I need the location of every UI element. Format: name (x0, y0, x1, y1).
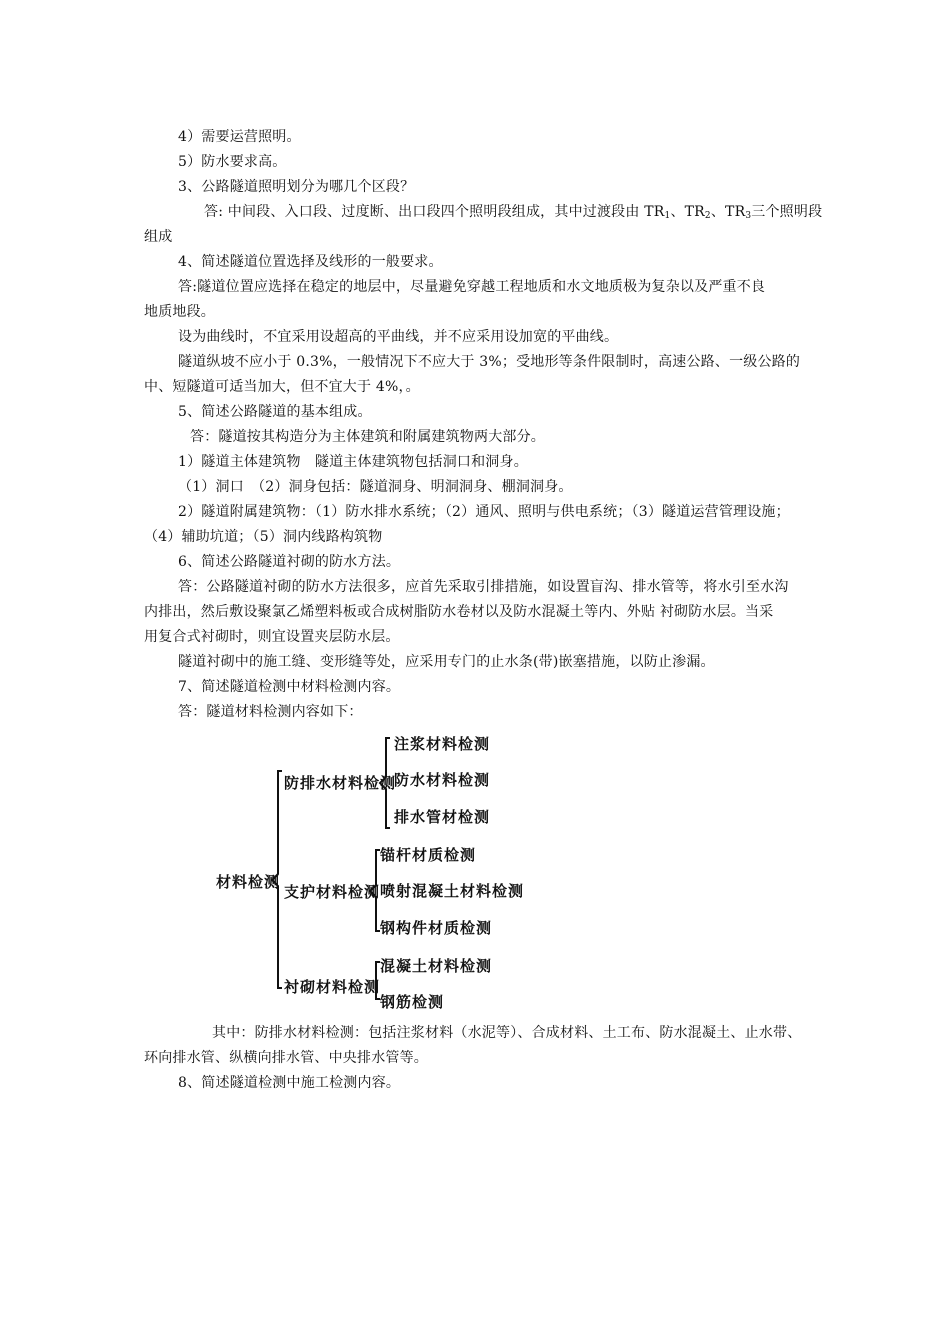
tree-item-1-1: 注浆材料检测 (394, 735, 491, 753)
answer-3-text-b: 、TR (670, 204, 705, 220)
tree-group-3: 衬砌材料检测 (284, 978, 381, 996)
list-item-5: 5）防水要求高。 (178, 154, 287, 170)
answer-7-line-2: 其中：防排水材料检测：包括注浆材料（水泥等）、合成材料、土工布、防水混凝土、止水带、 (212, 1025, 802, 1041)
answer-3-sub-2: 2 (704, 211, 711, 221)
tree-group-1: 防排水材料检测 (284, 774, 397, 792)
tree-root: 材料检测 (216, 873, 281, 891)
tree-item-3-2: 钢筋检测 (380, 993, 445, 1011)
answer-3-cont: 组成 (144, 229, 173, 245)
answer-4-line-4: 隧道纵坡不应小于 0.3%，一般情况下不应大于 3%；受地形等条件限制时，高速公路、一级公路的 (178, 354, 801, 370)
tree-item-2-1: 锚杆材质检测 (380, 846, 477, 864)
answer-3-text-c: 、TR (710, 204, 746, 220)
answer-7-line-3: 环向排水管、纵横向排水管、中央排水管等。 (144, 1050, 428, 1066)
question-6: 6、简述公路隧道衬砌的防水方法。 (178, 554, 401, 570)
answer-7-line-1: 答：隧道材料检测内容如下： (178, 704, 363, 720)
answer-5-line-1: 答：隧道按其构造分为主体建筑和附属建筑物两大部分。 (190, 429, 545, 445)
answer-3-text-a: 答: 中间段、入口段、过度断、出口段四个照明段组成，其中过渡段由 TR (204, 204, 665, 220)
question-5: 5、简述公路隧道的基本组成。 (178, 404, 372, 420)
answer-6-line-4: 隧道衬砌中的施工缝、变形缝等处，应采用专门的止水条(带)嵌塞措施，以防止渗漏。 (178, 654, 715, 670)
answer-6-line-1: 答：公路隧道衬砌的防水方法很多，应首先采取引排措施，如设置盲沟、排水管等，将水引至水沟 (178, 579, 789, 595)
question-4: 4、简述隧道位置选择及线形的一般要求。 (178, 254, 443, 270)
answer-5-line-3: （1）洞口 （2）洞身包括：隧道洞身、明洞洞身、棚洞洞身。 (178, 479, 573, 495)
answer-3-text-d: 三个照明段 (751, 204, 823, 220)
tree-item-3-1: 混凝土材料检测 (380, 957, 493, 975)
answer-6-line-2: 内排出，然后敷设聚氯乙烯塑料板或合成树脂防水卷材以及防水混凝土等内、外贴 衬砌防水层。当采 (144, 604, 774, 620)
list-item-4: 4）需要运营照明。 (178, 129, 301, 145)
tree-group-2: 支护材料检测 (284, 883, 381, 901)
answer-3 (204, 202, 822, 222)
answer-6-line-3: 用复合式衬砌时，则宜设置夹层防水层。 (144, 629, 400, 645)
tree-item-2-3: 钢构件材质检测 (380, 919, 493, 937)
answer-4-line-3: 设为曲线时，不宜采用设超高的平曲线，并不应采用设加宽的平曲线。 (178, 329, 619, 345)
answer-4-line-2: 地质地段。 (144, 304, 215, 320)
question-8: 8、简述隧道检测中施工检测内容。 (178, 1075, 401, 1091)
tree-item-1-3: 排水管材检测 (394, 808, 491, 826)
question-3: 3、公路隧道照明划分为哪几个区段？ (178, 179, 415, 195)
answer-5-line-2: 1）隧道主体建筑物 隧道主体建筑物包括洞口和洞身。 (178, 454, 528, 470)
answer-5-line-4: 2）隧道附属建筑物：（1）防水排水系统；（2）通风、照明与供电系统；（3）隧道运营管理设施； (178, 504, 790, 520)
answer-3-sub-3: 3 (745, 211, 752, 221)
answer-4-line-1: 答:隧道位置应选择在稳定的地层中，尽量避免穿越工程地质和水文地质极为复杂以及严重不良 (178, 279, 766, 295)
answer-5-line-5: （4）辅助坑道；（5）洞内线路构筑物 (144, 529, 383, 545)
question-7: 7、简述隧道检测中材料检测内容。 (178, 679, 401, 695)
tree-item-1-2: 防水材料检测 (394, 771, 491, 789)
answer-4-line-5: 中、短隧道可适当加大，但不宜大于 4%，。 (144, 379, 420, 395)
answer-3-sub-1: 1 (664, 211, 671, 221)
material-inspection-tree (200, 728, 530, 1018)
tree-item-2-2: 喷射混凝土材料检测 (380, 882, 525, 900)
